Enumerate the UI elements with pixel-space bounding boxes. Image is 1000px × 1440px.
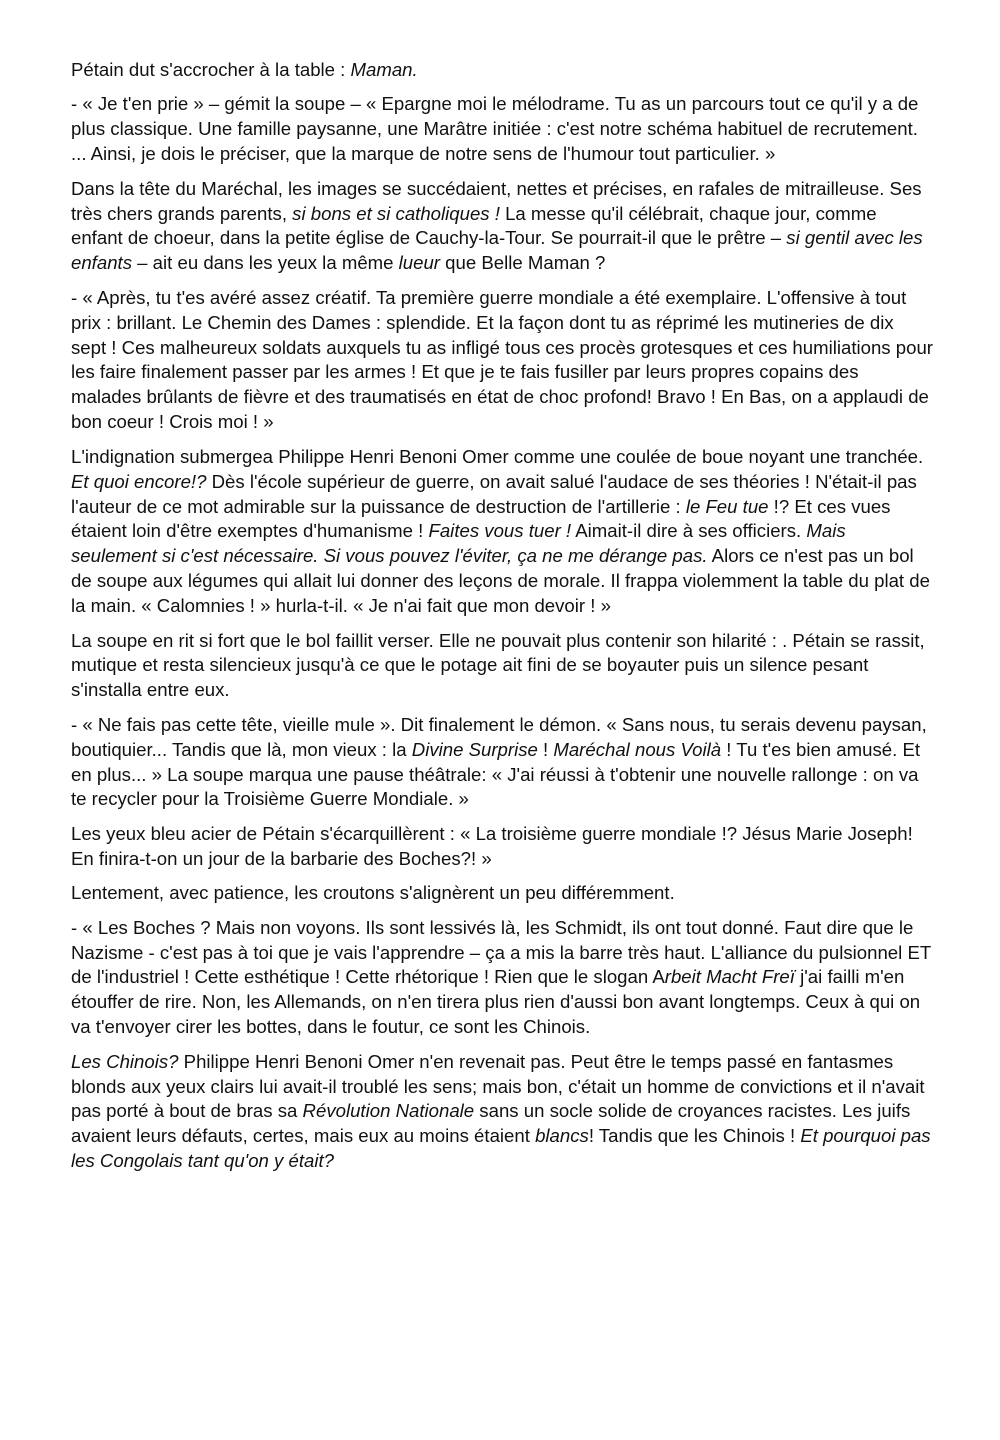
paragraph bbox=[71, 629, 933, 704]
italic-text: Faites vous tuer ! bbox=[428, 520, 572, 542]
text-run: !? Et ces vues étaient loin d'être exemptes d'humanisme ! bbox=[71, 495, 891, 542]
text-run: Pétain dut s'accrocher à la table : bbox=[71, 59, 351, 80]
text-run: sans un socle solide de croyances racistes. Les juifs avaient leurs défauts, certes, mais eux au moins étaient bbox=[71, 1100, 911, 1147]
text-run: - « Les Boches ? Mais non voyons. Ils sont lessivés là, les Schmidt, ils ont tout donné. Faut dire que le Nazisme - c'est pas à toi que je vais l'apprendre – ça a mis la barre très haut. L'alliance du pulsionnel ET de l'industriel ! Cette esthétique ! Cette rhétorique ! Rien que le slogan A bbox=[71, 916, 931, 988]
text-run: - « Je t'en prie » – gémit la soupe – « Epargne moi le mélodrame. Tu as un parcours tout ce qu'il y a de plus classique. Une famille paysanne, une Marâtre initiée : c'est notre schéma habituel de recrutement. ... Ainsi, je dois le préciser, que la marque de notre sens de l'humour tout particulier. » bbox=[71, 93, 919, 165]
italic-text: si bons et si catholiques ! bbox=[292, 202, 500, 224]
text-run: ! bbox=[537, 738, 554, 760]
paragraph bbox=[71, 822, 933, 872]
text-run: Dans la tête du Maréchal, les images se succédaient, nettes et précises, en rafales de mitrailleuse. Ses très chers grands parents, bbox=[71, 177, 922, 224]
paragraph bbox=[71, 286, 933, 435]
italic-text: lueur bbox=[398, 252, 441, 274]
italic-text: Les Chinois? bbox=[71, 1050, 179, 1072]
italic-text: Maman. bbox=[350, 59, 418, 80]
italic-text: rbeit Macht Freï bbox=[664, 966, 795, 988]
text-run: Les yeux bleu acier de Pétain s'écarquillèrent : « La troisième guerre mondiale !? Jésus Marie Joseph! En finira-t-on un jour de la barbarie des Boches?! » bbox=[71, 822, 913, 869]
text-run: L'indignation submergea Philippe Henri Benoni Omer comme une coulée de boue noyant une tranchée. bbox=[71, 445, 924, 467]
italic-text: Mais seulement si c'est nécessaire. Si vous pouvez l'éviter, ça ne me dérange pas. bbox=[71, 520, 846, 567]
text-run: Aimait-il dire à ses officiers. bbox=[571, 520, 807, 542]
paragraph bbox=[71, 713, 933, 813]
italic-text: Divine Surprise bbox=[411, 738, 538, 760]
text-run: - « Ne fais pas cette tête, vieille mule ». Dit finalement le démon. « Sans nous, tu serais devenu paysan, boutiquier... Tandis que là, mon vieux : la bbox=[71, 713, 927, 760]
paragraph bbox=[71, 177, 933, 277]
text-run: - « Après, tu t'es avéré assez créatif. Ta première guerre mondiale a été exemplaire. L'offensive à tout prix : brillant. Le Chemin des Dames : splendide. Et la façon dont tu as réprimé les mutineries de dix sept ! Ces malheureux soldats auxquels tu as infligé tous ces procès grotesques et ces humiliations pour les faire finalement passer par les armes ! Et que je te fais fusiller par leurs propres copains des malades brûlants de fièvre et des traumatisés en état de choc profond! Bravo ! En Bas, on a applaudi de bon coeur ! Crois moi ! » bbox=[71, 286, 933, 433]
text-run: La soupe en rit si fort que le bol faillit verser. Elle ne pouvait plus contenir son hilarité : . Pétain se rassit, mutique et resta silencieux jusqu'à ce que le potage ait fini de se boyauter puis un silence pesant s'installa entre eux. bbox=[71, 629, 925, 701]
paragraph bbox=[71, 445, 933, 619]
paragraph bbox=[71, 916, 933, 1041]
paragraph bbox=[71, 1050, 933, 1175]
italic-text: le Feu tue bbox=[685, 495, 769, 517]
text-run: Philippe Henri Benoni Omer n'en revenait pas. Peut être le temps passé en fantasmes blonds aux yeux clairs lui avait-il troublé les sens; mais bon, c'était un homme de convictions et il n'avait pas porté à bout de bras sa bbox=[71, 1050, 925, 1122]
document-page bbox=[71, 58, 933, 1184]
text-run: Lentement, avec patience, les croutons s'alignèrent un peu différemment. bbox=[71, 882, 675, 904]
text-run: Dès l'école supérieur de guerre, on avait salué l'audace de ses théories ! N'était-il pas l'auteur de ce mot admirable sur la puissance de destruction de l'artillerie : bbox=[71, 470, 917, 517]
paragraph bbox=[71, 92, 933, 167]
text-run: Alors ce n'est pas un bol de soupe aux légumes qui allait lui donner des leçons de morale. Il frappa violemment la table du plat de la main. « Calomnies ! » hurla-t-il. « Je n'ai fait que mon devoir ! » bbox=[71, 545, 930, 617]
italic-text: Et quoi encore!? bbox=[71, 470, 207, 492]
text-run: – ait eu dans les yeux la même bbox=[132, 252, 399, 274]
paragraph bbox=[71, 58, 933, 83]
text-run: ! Tu t'es bien amusé. Et en plus... » La soupe marqua une pause théâtrale: « J'ai réussi à t'obtenir une nouvelle rallonge : on va te recycler pour la Troisième Guerre Mondiale. » bbox=[71, 738, 921, 810]
italic-text: Révolution Nationale bbox=[302, 1100, 475, 1122]
text-run: que Belle Maman ? bbox=[440, 252, 606, 274]
text-run: j'ai failli m'en étouffer de rire. Non, les Allemands, on n'en tirera plus rien d'aussi bon avant longtemps. Ceux à qui on va t'envoyer cirer les bottes, dans le foutur, ce sont les Chinois. bbox=[71, 966, 921, 1038]
italic-text: blancs bbox=[535, 1125, 589, 1147]
text-run: La messe qu'il célébrait, chaque jour, comme enfant de choeur, dans la petite église de Cauchy-la-Tour. Se pourrait-il que le prêtre – bbox=[71, 202, 877, 249]
italic-text: Maréchal nous Voilà bbox=[553, 738, 722, 760]
text-run: ! Tandis que les Chinois ! bbox=[588, 1125, 801, 1147]
italic-text: Et pourquoi pas les Congolais tant qu'on y était? bbox=[71, 1125, 931, 1172]
paragraph bbox=[71, 881, 933, 906]
italic-text: si gentil avec les enfants bbox=[71, 227, 923, 274]
